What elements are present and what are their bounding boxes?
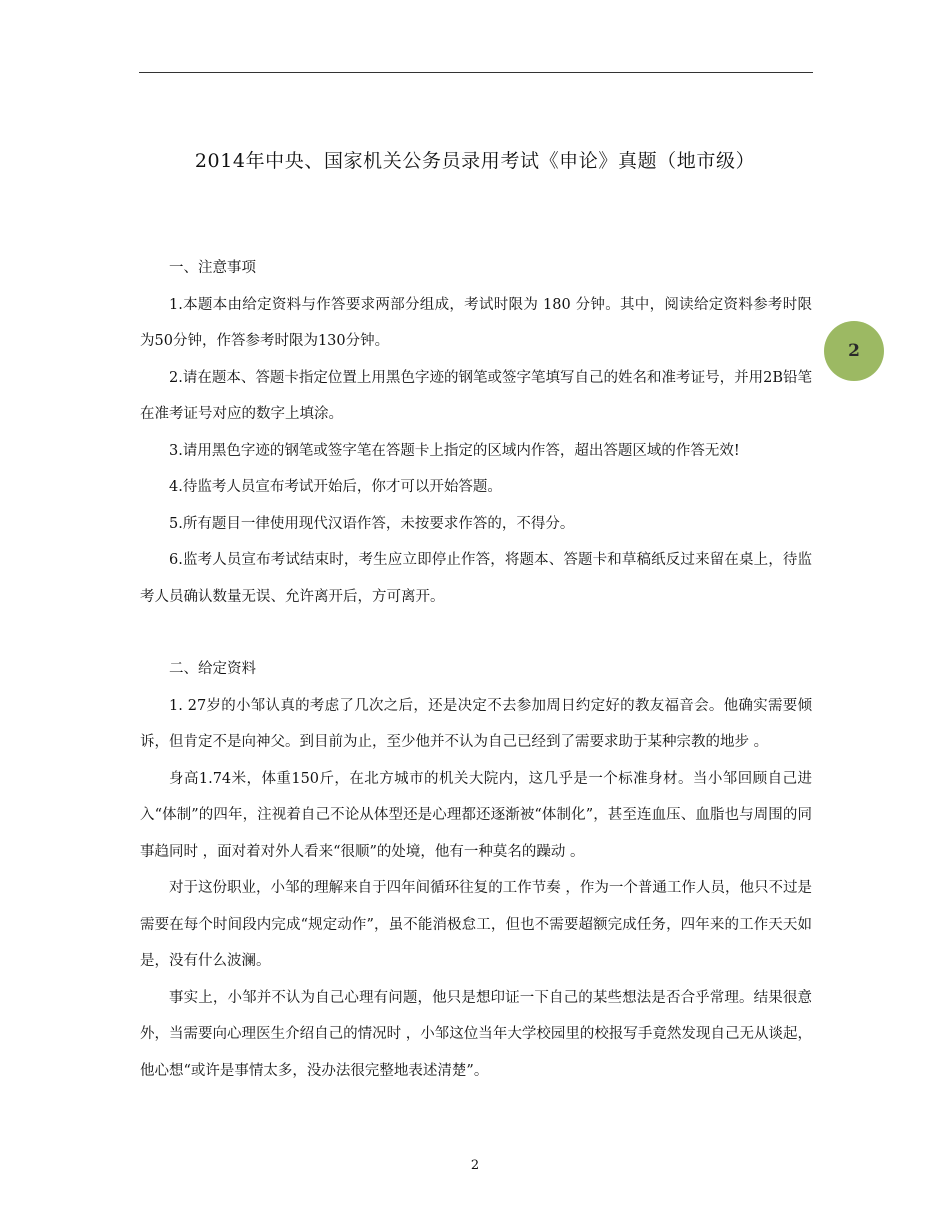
notice-item-2: 2.请在题本、答题卡指定位置上用黑色字迹的钢笔或签字笔填写自己的姓名和准考证号，并用2B铅笔在准考证号对应的数字上填涂。	[140, 369, 812, 422]
notice-item-1: 1.本题本由给定资料与作答要求两部分组成，考试时限为 180 分钟。其中，阅读给定资料参考时限为50分钟，作答参考时限为130分钟。	[140, 296, 812, 349]
notice-item-6: 6.监考人员宣布考试结束时，考生应立即停止作答，将题本、答题卡和草稿纸反过来留在桌上，待监考人员确认数量无误、允许离开后，方可离开。	[140, 552, 812, 605]
page-badge-number: 2	[848, 341, 860, 361]
header-rule	[139, 72, 813, 73]
section-heading-materials: 二、给定资料	[169, 661, 256, 677]
material-paragraph-3: 对于这份职业，小邹的理解来自于四年间循环往复的工作节奏 ，作为一个普通工作人员，他只不过是需要在每个时间段内完成“规定动作”，虽不能消极怠工，但也不需要超额完成任务，四年来的工作天天如是，没有什么波澜。	[140, 880, 812, 969]
notice-item-3: 3.请用黑色字迹的钢笔或签字笔在答题卡上指定的区域内作答，超出答题区域的作答无效!	[169, 442, 740, 459]
section-gap	[140, 615, 812, 651]
page-number: 2	[470, 1158, 480, 1173]
section-heading-notice: 一、注意事项	[169, 260, 256, 276]
document-body	[140, 250, 812, 1089]
notice-item-5: 5.所有题目一律使用现代汉语作答，未按要求作答的，不得分。	[169, 515, 575, 532]
material-paragraph-4: 事实上，小邹并不认为自己心理有问题，他只是想印证一下自己的某些想法是否合乎常理。结果很意外，当需要向心理医生介绍自己的情况时 ，小邹这位当年大学校园里的校报写手竟然发现自己无从谈起，他心想“或许是事情太多，没办法很完整地表述清楚”。	[140, 989, 812, 1079]
material-paragraph-2: 身高1.74米，体重150斤，在北方城市的机关大院内，这几乎是一个标准身材。当小邹回顾自己进入“体制”的四年，注视着自己不论从体型还是心理都还逐渐被“体制化”，甚至连血压、血脂也与周围的同事趋同时 ，面对着对外人看来“很顺”的处境，他有一种莫名的躁动 。	[140, 770, 812, 860]
document-title: 2014年中央、国家机关公务员录用考试《申论》真题（地市级）	[194, 150, 756, 172]
notice-item-4: 4.待监考人员宣布考试开始后，你才可以开始答题。	[169, 479, 502, 495]
material-paragraph-1: 1. 27岁的小邹认真的考虑了几次之后，还是决定不去参加周日约定好的教友福音会。他确实需要倾诉，但肯定不是向神父。到目前为止，至少他并不认为自己已经到了需要求助于某种宗教的地步 。	[140, 697, 812, 750]
page-badge	[824, 321, 884, 381]
